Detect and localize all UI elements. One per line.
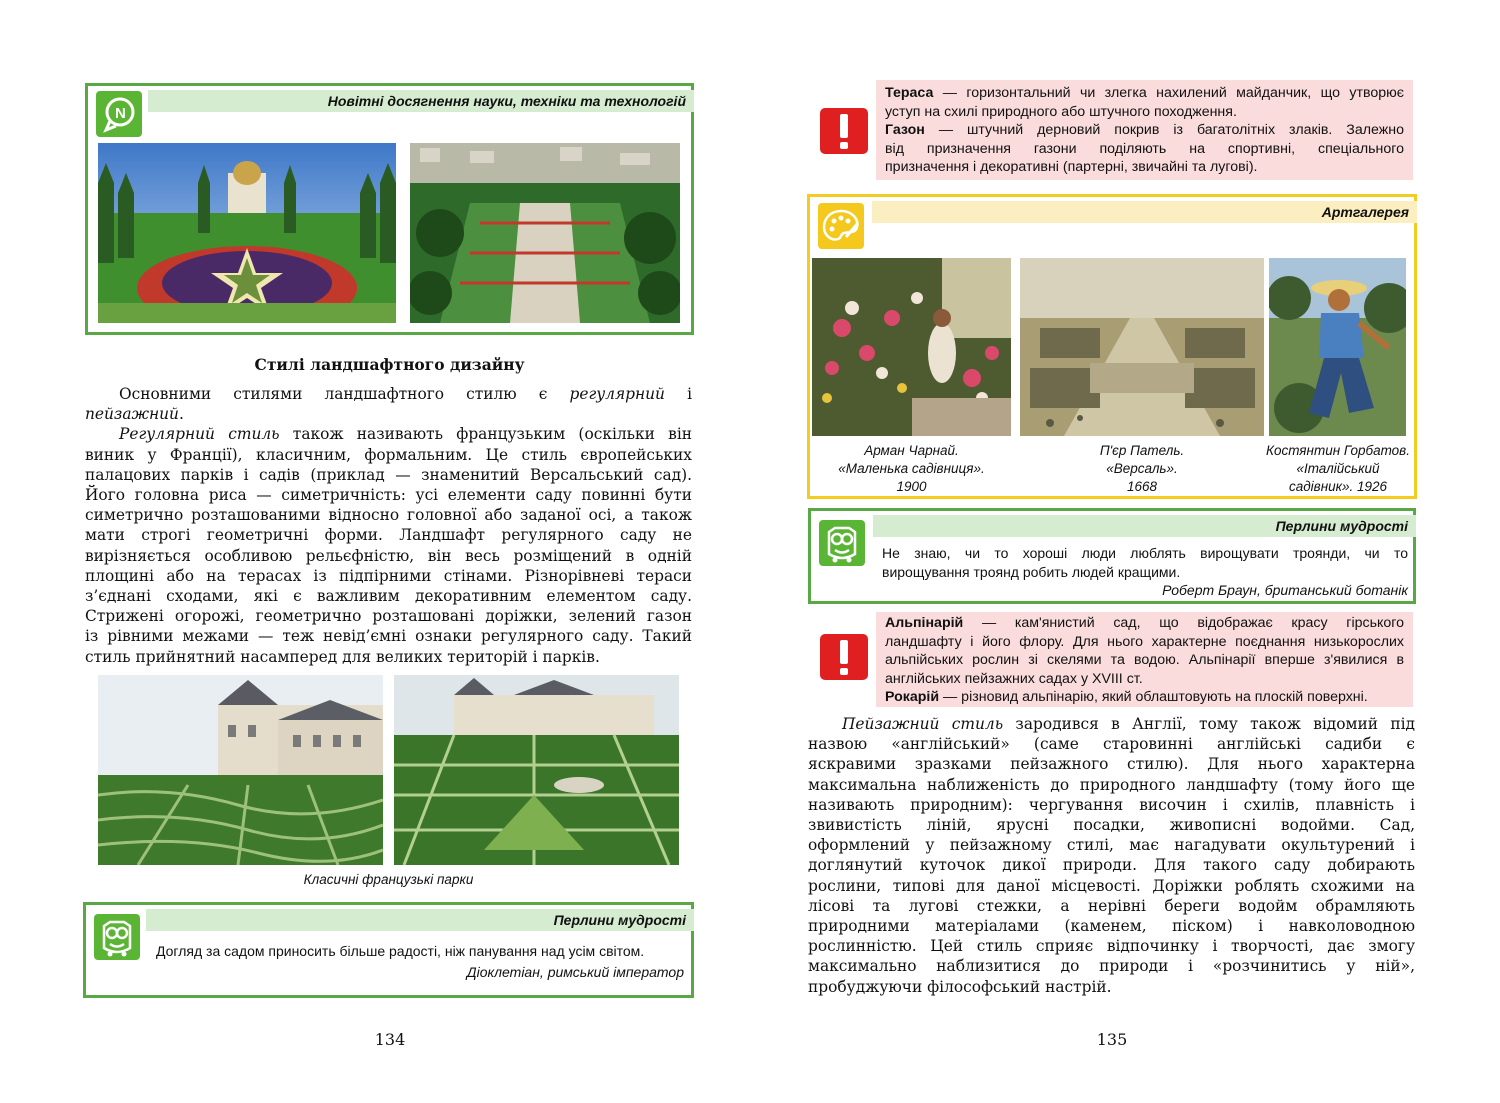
section-heading: Стилі ландшафтного дизайну <box>254 355 525 374</box>
painting-italian-gardener <box>1269 258 1406 436</box>
para-line1: Пейзажний стиль зародився в Англії, тому також відомий під <box>842 715 1415 733</box>
svg-text:N: N <box>115 105 126 122</box>
para-line: оформлений у пейзажному стилі, має нагадувати окультурений і <box>808 836 1415 855</box>
wisdom-box-left <box>83 902 694 998</box>
para-line: назвою «англійський» (саме старовинні англійські садиби є <box>808 735 1415 754</box>
def-line: Тераса — горизонтальний чи злегка нахилений майданчик, що утворює <box>885 85 1404 101</box>
painting-caption-3 <box>1263 442 1413 496</box>
french-park-photo-1 <box>98 675 383 865</box>
science-box <box>85 83 694 335</box>
para1-line2: пейзажний. <box>85 405 184 424</box>
caption-line: «Маленька садівниця». <box>838 461 985 476</box>
para2-line: із рівними межами — теж невід’ємні ознаки регулярного саду. Такий <box>85 627 692 646</box>
para2-line: Його головна риса — симетричність: усі елементи саду повинні бути <box>85 486 692 505</box>
para2-line: мати строгі геометричні форми. Ландшафт регулярного саду не <box>85 526 692 545</box>
para1-line1: Основними стилями ландшафтного стилю є регулярний і <box>119 385 692 403</box>
wisdom-author: Роберт Браун, британський ботанік <box>1162 582 1408 598</box>
definition-box-terrace <box>876 80 1413 180</box>
french-parks-caption: Класичні французькі парки <box>303 872 474 887</box>
owl-icon <box>94 914 140 960</box>
caption-line: Арман Чарнай. <box>864 443 959 458</box>
wisdom-quote: Догляд за садом приносить більше радості, ніж панування над усім світом. <box>156 943 645 959</box>
para2-line1: Регулярний стиль також називають французьким (оскільки він <box>119 425 693 444</box>
def-line: англійських пейзажних садах у XVIII ст. <box>885 670 1143 687</box>
caption-line: П'єр Патель. <box>1099 443 1185 458</box>
wisdom-box-title: Перлини мудрості <box>146 909 694 931</box>
para-line: називають природним): чергування височин і схилів, плавність і <box>808 795 1415 814</box>
french-park-photo-2 <box>394 675 679 865</box>
para-line: рослини, типові для даної місцевості. Доріжки роблять схожими на <box>808 876 1415 895</box>
para-line: максимально наблизитися до природи і «розчинитись у ній», <box>808 957 1415 976</box>
painting-little-gardener <box>812 258 1011 436</box>
quote-line: Не знаю, чи то хороші люди люблять вирощувати троянди, чи то <box>882 545 1408 561</box>
palette-icon <box>818 203 864 249</box>
painting-caption-1 <box>812 442 1011 496</box>
caption-line: садівник». 1926 <box>1288 479 1388 494</box>
para2-line: палацових парків і садів (приклад — знаменитий Версальський сад). <box>85 465 692 484</box>
science-n-icon <box>96 91 142 137</box>
science-box-title: Новітні досягнення науки, техніки та технологій <box>148 90 694 112</box>
caption-line: Костянтин Горбатов. <box>1266 443 1410 458</box>
owl-icon <box>819 520 865 566</box>
para-line: пробуджуючи філософський настрій. <box>808 977 1112 996</box>
caption-line: «Версаль». <box>1106 461 1178 476</box>
para2-line: площині або на терасах із підпірними стінами. Різнорівневі тераси <box>85 566 692 585</box>
para-line: звивистість ліній, ярусні посадки, живописні водойми. Сад, <box>808 816 1415 835</box>
para2-line: симетрично розташованими відносно головної або заданої осі, а також <box>85 506 692 525</box>
def-line: уступ на схилі природного або штучного походження. <box>885 103 1237 120</box>
caption-line: «Італійський <box>1296 461 1380 476</box>
para2-line: з’єднані сходами, які є важливим декоративним елементом саду. <box>85 587 692 606</box>
page-number-right: 135 <box>1096 1030 1128 1049</box>
def-line: Альпінарій — кам'янистий сад, що відображає красу гірського <box>885 615 1404 631</box>
art-gallery-title: Артгалерея <box>872 201 1417 223</box>
wisdom-box-right <box>808 508 1416 604</box>
para-line: природними матеріалами (каменем, піском) і навколоводною <box>808 917 1415 936</box>
para2-line: Стрижені огорожі, геометрично розташовані доріжки, зелений газон <box>85 607 692 626</box>
para-line: яскравими зразками пейзажного стилю). Для нього характерна <box>808 755 1415 774</box>
right-body-text <box>808 714 1415 997</box>
def-line: Рокарій — різновид альпінарію, який облаштовують на плоскій поверхні. <box>885 689 1368 706</box>
garden-photo-bahai-2 <box>410 143 680 323</box>
quote-line: вирощування троянд робить людей кращими. <box>882 563 1181 580</box>
left-body-text <box>85 384 692 667</box>
wisdom-box-title: Перлини мудрості <box>873 515 1416 537</box>
def-line: альпійських рослин зі скелями та водою. Альпінарії вперше з'явилися в <box>885 652 1404 669</box>
caption-line: 1900 <box>896 479 927 494</box>
definition-box-alpinarium <box>876 612 1413 707</box>
page-number-left: 134 <box>374 1030 406 1049</box>
painting-versailles <box>1020 258 1264 436</box>
def-line: призначення і декоративні (партерні, звичайні та лугові). <box>885 159 1258 176</box>
wisdom-author: Діоклетіан, римський імператор <box>466 964 684 980</box>
def-line: від призначення газони поділяють на спортивні, спеціального <box>885 140 1404 157</box>
wisdom-quote <box>882 544 1408 581</box>
garden-photo-bahai-1 <box>98 143 396 323</box>
painting-caption-2 <box>1020 442 1264 496</box>
para-line: максимальна наближеність до природного ландшафту (тому його ще <box>808 775 1415 794</box>
para2-line: стиль прийнятний насамперед для великих територій і парків. <box>85 647 600 666</box>
para-line: рослинністю. Цей стиль сприяє відпочинку і творчості, дає змогу <box>808 937 1415 956</box>
exclamation-icon <box>820 634 868 680</box>
art-gallery-box <box>807 194 1417 499</box>
exclamation-icon <box>820 108 868 154</box>
def-line: Газон — штучний дерновий покрив із багатолітніх злаків. Залежно <box>885 122 1404 139</box>
para2-line: виник у Франції), класичним, формальним. Це стиль європейських <box>85 445 692 464</box>
para-line: лісові та лугові стежки, а нерівні береги водойм обрамляють <box>808 896 1415 915</box>
para2-line: вирізняється особливою рельєфністю, він весь розміщений в одній <box>85 546 692 565</box>
para-line: доглянутий куточок дикої природи. Для такого саду добирають <box>808 856 1415 875</box>
caption-line: 1668 <box>1126 479 1158 494</box>
def-line: ландшафту і його флору. Для нього характерне поєднання низькорослих <box>885 633 1404 650</box>
